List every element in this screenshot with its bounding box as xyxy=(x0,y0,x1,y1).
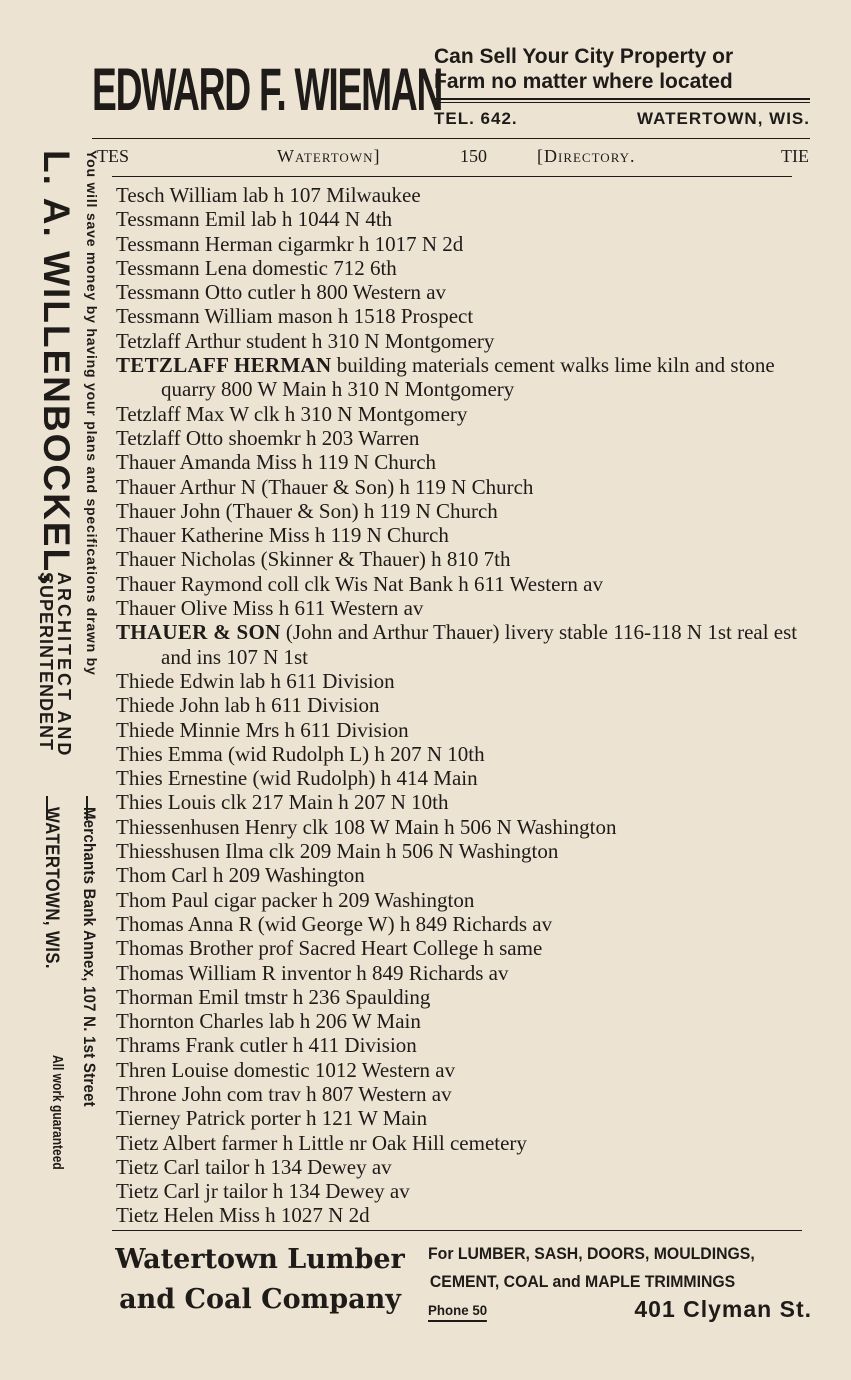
entry-details: shoemkr h 203 Warren xyxy=(223,425,420,450)
directory-entry xyxy=(116,693,806,717)
directory-entry xyxy=(116,912,806,936)
bottom-advertisement xyxy=(104,1240,819,1330)
entry-name: Thiede Minnie xyxy=(116,717,241,742)
entry-details: lab h 611 Division xyxy=(219,693,380,718)
directory-entry xyxy=(116,766,806,790)
entry-name: Thauer Amanda xyxy=(116,450,251,475)
architect-title-1: ARCHITECT AND xyxy=(54,572,74,759)
entry-name: Tietz Albert xyxy=(116,1130,217,1155)
entry-details: (John and Arthur Thauer) livery stable 116-118 N 1st real est and ins 107 N 1st xyxy=(161,620,798,669)
entry-name: Tessmann Lena xyxy=(116,255,247,280)
entry-name: Tesch William xyxy=(116,183,238,207)
directory-entry xyxy=(116,523,806,547)
top-ad-line-2: Farm no matter where located xyxy=(434,70,733,93)
architect-name: L. A. WILLENBOCKEL, xyxy=(36,150,77,586)
directory-entry xyxy=(116,304,806,328)
entry-name: Tietz Carl xyxy=(116,1154,200,1179)
directory-entry xyxy=(116,256,806,280)
entry-details: domestic 712 6th xyxy=(246,255,397,280)
header-rule xyxy=(112,176,792,177)
directory-entry xyxy=(116,450,806,474)
entry-details: lab h 1044 N 4th xyxy=(245,207,393,232)
entry-details: inventor h 849 Richards av xyxy=(275,960,509,985)
directory-entry xyxy=(116,718,806,742)
entry-name: Tietz Carl jr xyxy=(116,1179,218,1204)
entry-name: Thom Carl xyxy=(116,863,208,888)
directory-entry xyxy=(116,1179,806,1203)
lumber-ad-phone: Phone 50 xyxy=(428,1302,487,1322)
top-ad-details xyxy=(434,44,810,129)
directory-entry xyxy=(116,183,806,207)
lumber-ad-line-1: For LUMBER, SASH, DOORS, MOULDINGS, xyxy=(428,1244,755,1263)
directory-entry xyxy=(116,669,806,693)
entry-name: Thies Ernestine xyxy=(116,766,248,791)
page-number: 150 xyxy=(460,146,487,166)
top-ad-telephone: TEL. 642. xyxy=(434,109,518,128)
top-ad-bottom-rule xyxy=(92,138,810,139)
entry-details: domestic 1012 Western av xyxy=(228,1057,456,1082)
directory-entries xyxy=(116,183,806,1228)
top-ad-contact xyxy=(434,109,810,129)
directory-entry xyxy=(116,207,806,231)
entry-details: (wid George W) h 849 Richards av xyxy=(252,911,553,936)
entry-name: Thomas Brother xyxy=(116,936,254,961)
running-header xyxy=(97,146,809,170)
header-guide-left: TES xyxy=(97,146,130,166)
entry-name: Thiessenhusen Henry xyxy=(116,814,298,839)
entry-name: Tetzlaff Otto xyxy=(116,425,224,450)
entry-details: lab h 611 Division xyxy=(234,668,395,693)
directory-entry xyxy=(116,1058,806,1082)
entry-details: farmer h Little nr Oak Hill cemetery xyxy=(216,1130,527,1155)
directory-entry xyxy=(116,1203,806,1227)
entry-name: Thies Emma xyxy=(116,741,223,766)
directory-entry xyxy=(116,888,806,912)
entry-details: Miss h 1027 N 2d xyxy=(213,1203,370,1228)
entry-name: Thornton Charles xyxy=(116,1009,264,1034)
entry-details: building materials cement walks lime kiln and stone quarry 800 W Main h 310 N Montgomery xyxy=(161,353,775,402)
header-city: Watertown] xyxy=(277,146,381,166)
directory-entry xyxy=(116,620,806,669)
directory-entry xyxy=(116,1106,806,1130)
entry-name: Thauer Arthur N xyxy=(116,474,256,499)
directory-entry xyxy=(116,742,806,766)
entry-details: clk 108 W Main h 506 N Washington xyxy=(297,814,617,839)
entry-details: cutler h 800 Western av xyxy=(242,280,447,305)
entry-name: Thauer Nicholas xyxy=(116,547,256,572)
directory-entry xyxy=(116,329,806,353)
directory-entry xyxy=(116,815,806,839)
directory-entry xyxy=(116,596,806,620)
bottom-ad-rule xyxy=(112,1230,802,1231)
entry-details: (Thauer & Son) h 119 N Church xyxy=(220,498,498,523)
entry-name: Throne John xyxy=(116,1081,222,1106)
entry-details: clk 217 Main h 207 N 10th xyxy=(215,790,449,815)
entry-name: Tessmann William xyxy=(116,304,273,329)
side-ad-tagline: You will save money by having your plans and specifications drawn by xyxy=(84,150,100,676)
entry-details: (wid Rudolph L) h 207 N 10th xyxy=(222,741,485,766)
entry-name: Thorman Emil xyxy=(116,984,240,1009)
entry-details: cigar packer h 209 Washington xyxy=(208,887,475,912)
entry-details: tailor h 134 Dewey av xyxy=(217,1179,410,1204)
directory-entry xyxy=(116,499,806,523)
lumber-ad-address: 401 Clyman St. xyxy=(634,1296,812,1322)
top-ad-line-1: Can Sell Your City Property or xyxy=(434,45,734,68)
directory-entry xyxy=(116,547,806,571)
entry-business-name: THAUER & SON xyxy=(116,620,281,645)
entry-name: Tetzlaff Arthur xyxy=(116,328,241,353)
entry-details: com trav h 807 Western av xyxy=(221,1081,452,1106)
directory-entry xyxy=(116,572,806,596)
top-advertisement xyxy=(92,42,810,140)
directory-entry xyxy=(116,936,806,960)
top-ad-rule-thin xyxy=(434,102,810,103)
entry-details: porter h 121 W Main xyxy=(245,1106,428,1131)
entry-details: tmstr h 236 Spaulding xyxy=(239,984,431,1009)
entry-details: cutler h 411 Division xyxy=(234,1033,417,1058)
entry-details: (wid Rudolph) h 414 Main xyxy=(247,766,478,791)
side-ad-city: WATERTOWN, WIS. xyxy=(41,807,62,970)
entry-details: Miss h 611 Western av xyxy=(227,596,424,621)
entry-name: Tietz Helen xyxy=(116,1203,214,1228)
entry-name: Thauer Olive xyxy=(116,596,228,621)
entry-name: Thies Louis xyxy=(116,790,216,815)
entry-name: Thren Louise xyxy=(116,1057,229,1082)
entry-name: Thauer Raymond xyxy=(116,571,263,596)
entry-details: lab h 206 W Main xyxy=(263,1009,421,1034)
directory-entry xyxy=(116,790,806,814)
entry-name: Thiesshusen Ilma xyxy=(116,839,264,864)
lumber-company-line-2: and Coal Company xyxy=(119,1284,401,1315)
lumber-ad-contact xyxy=(428,1296,820,1330)
side-ad-guarantee: All work guaranteed xyxy=(49,1055,66,1170)
entry-name: Tierney Patrick xyxy=(116,1106,246,1131)
architect-title-2: SUPERINTENDENT xyxy=(36,572,56,752)
header-section: [Directory. xyxy=(537,146,636,166)
entry-name: Thomas Anna R xyxy=(116,911,253,936)
top-ad-city: WATERTOWN, WIS. xyxy=(636,109,810,128)
entry-name: Thrams Frank xyxy=(116,1033,235,1058)
entry-details: clk 209 Main h 506 N Washington xyxy=(263,839,559,864)
entry-details: Mrs h 611 Division xyxy=(240,717,409,742)
entry-name: Thiede John xyxy=(116,693,220,718)
entry-details: prof Sacred Heart College h same xyxy=(253,936,543,961)
directory-entry xyxy=(116,1009,806,1033)
directory-entry xyxy=(116,839,806,863)
entry-name: Thauer John xyxy=(116,498,221,523)
directory-entry xyxy=(116,402,806,426)
side-ad-address: Merchants Bank Annex, 107 N. 1st Street xyxy=(80,807,99,1107)
entry-details: h 209 Washington xyxy=(207,863,365,888)
entry-details: (Thauer & Son) h 119 N Church xyxy=(255,474,534,499)
lumber-company-name xyxy=(104,1240,416,1320)
entry-business-name: TETZLAFF HERMAN xyxy=(116,353,332,378)
entry-name: Thomas William R xyxy=(116,960,276,985)
entry-details: mason h 1518 Prospect xyxy=(272,304,474,329)
entry-name: Tessmann Otto xyxy=(116,280,243,305)
directory-entry xyxy=(116,1033,806,1057)
entry-details: Miss h 119 N Church xyxy=(263,523,449,548)
entry-name: Thauer Katherine xyxy=(116,523,264,548)
top-ad-rule xyxy=(434,98,810,100)
entry-details: clk h 310 N Montgomery xyxy=(248,401,468,426)
directory-entry xyxy=(116,353,806,402)
advertiser-name: EDWARD F. WIEMAN xyxy=(92,55,443,123)
entry-name: Thom Paul xyxy=(116,887,209,912)
directory-entry xyxy=(116,426,806,450)
entry-name: Tessmann Herman xyxy=(116,231,273,256)
directory-entry xyxy=(116,961,806,985)
entry-name: Tessmann Emil xyxy=(116,207,246,232)
directory-entry xyxy=(116,475,806,499)
entry-details: Miss h 119 N Church xyxy=(250,450,437,475)
entry-details: (Skinner & Thauer) h 810 7th xyxy=(255,547,511,572)
lumber-ad-line-2: CEMENT, COAL and MAPLE TRIMMINGS xyxy=(429,1272,736,1291)
directory-entry xyxy=(116,280,806,304)
entry-details: lab h 107 Milwaukee xyxy=(237,183,421,207)
directory-entry xyxy=(116,1131,806,1155)
entry-name: Tetzlaff Max W xyxy=(116,401,249,426)
entry-details: coll clk Wis Nat Bank h 611 Western av xyxy=(262,571,603,596)
lumber-ad-details xyxy=(428,1240,820,1330)
entry-details: tailor h 134 Dewey av xyxy=(199,1154,392,1179)
entry-details: student h 310 N Montgomery xyxy=(240,328,495,353)
directory-entry xyxy=(116,1155,806,1179)
lumber-company-line-1: Watertown Lumber xyxy=(115,1244,405,1275)
directory-entry xyxy=(116,985,806,1009)
directory-entry xyxy=(116,1082,806,1106)
entry-name: Thiede Edwin xyxy=(116,668,235,693)
directory-entry xyxy=(116,863,806,887)
entry-details: cigarmkr h 1017 N 2d xyxy=(272,231,464,256)
header-guide-right: TIE xyxy=(781,146,809,166)
directory-entry xyxy=(116,232,806,256)
